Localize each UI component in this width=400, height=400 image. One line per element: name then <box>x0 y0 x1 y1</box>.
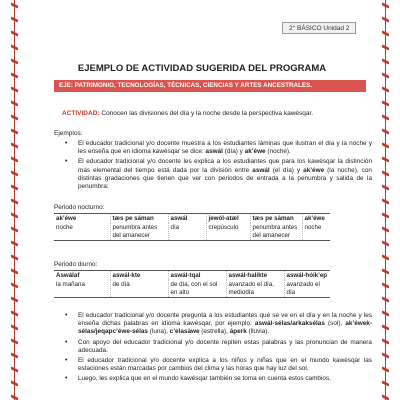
table-row <box>54 214 330 224</box>
left-border-decoration <box>10 0 19 400</box>
table-cell: día <box>168 223 206 240</box>
table-cell: penumbra antes del amanecer <box>250 223 302 240</box>
activity-text: Conocen las divisiones del día y la noche desde la perspectiva kawésqar. <box>99 110 314 117</box>
table-row <box>54 223 330 240</box>
table-cell: la mañana <box>54 280 110 297</box>
table-cell: penumbra antes del amanecer <box>110 223 168 240</box>
rail-dash <box>382 394 389 400</box>
bullet-list-bottom <box>54 312 372 386</box>
night-period-table <box>54 213 330 241</box>
table-cell: Aswálaf <box>54 271 110 281</box>
table-cell: tæs pe sáman <box>250 214 302 224</box>
examples-label: Ejemplos: <box>54 130 83 137</box>
table-cell: crepúsculo <box>206 223 250 240</box>
rail-dash <box>11 394 18 400</box>
table-cell: ak’éwe <box>302 214 330 224</box>
list-item: • El educador tradicional y/o docente explica a los niños y niñas que en el mundo kawésqar las estaciones están marcadas por cambios del clima y las horas que hay luz del sol. <box>54 357 372 373</box>
page-title: EJEMPLO DE ACTIVIDAD SUGERIDA DEL PROGRAMA <box>77 63 327 74</box>
table-cell: jewól-atæl <box>206 214 250 224</box>
bullet-list-top <box>54 140 372 193</box>
table-cell: avanzado el día <box>284 280 330 297</box>
activity-label: ACTIVIDAD: <box>62 110 100 117</box>
table-cell: aswál-tqal <box>168 271 226 281</box>
eje-banner: EJE: PATRIMONIO, TECNOLOGÍAS, TÉCNICAS, CIENCIAS Y ARTES ANCESTRALES. <box>54 80 366 92</box>
table-row <box>54 280 330 297</box>
table-cell: aswál-hóik’ep <box>284 271 330 281</box>
table-cell: noche <box>54 223 110 240</box>
unit-badge: 2° BÁSICO Unidad 2 <box>282 22 356 34</box>
night-period-label: Periodo nocturno: <box>54 204 105 211</box>
table-cell: ak’éwe <box>54 214 110 224</box>
table-cell: aswál <box>168 214 206 224</box>
right-border-decoration <box>381 0 390 400</box>
table-cell: avanzado el día, mediodía <box>226 280 284 297</box>
day-period-label: Periodo diurno: <box>54 261 98 268</box>
day-period-table <box>54 270 330 298</box>
list-item: • El educador tradicional y/o docente pregunta a los estudiantes qué se ve en el día y en la noche y les enseña dichas palabras en idioma kawésqar, por ejemplo: aswál-sélas/arkaksélas (sol), ak’éwek-sélas/jeqapc’éwe-sélas (luna), c’elasáwe (estrella), áperk (lluvia). <box>54 312 372 337</box>
list-item: • El educador tradicional y/o docente les explica a los estudiantes que para los kawésqar la distinción más elemental del tiempo está dada por la división entre aswál (el día) y ak’éwe (la noche), con distintas gradaciones que tienen que ver con periodos de entrada a la penumbra y salida de la penumbra: <box>54 158 372 191</box>
list-item: • Luego, les explica que en el mundo kawésqar también se toma en cuenta estos cambios, <box>54 375 372 383</box>
table-row <box>54 271 330 281</box>
table-cell: aswál-kte <box>110 271 168 281</box>
table-cell: noche <box>302 223 330 240</box>
list-item: • Con apoyo del educador tradicional y/o docente repiten estas palabras y las pronuncian de manera adecuada. <box>54 339 372 355</box>
table-cell: tæs pe sáman <box>110 214 168 224</box>
table-cell: de día, con el sol en alto <box>168 280 226 297</box>
table-cell: de día <box>110 280 168 297</box>
table-cell: aswál-halíkte <box>226 271 284 281</box>
activity-line <box>62 110 372 117</box>
list-item: • El educador tradicional y/o docente muestra a los estudiantes láminas que ilustran el día y la noche y les enseña que en idioma kawésqar se dice: aswál (día) y ak’éwe (noche). <box>54 140 372 156</box>
